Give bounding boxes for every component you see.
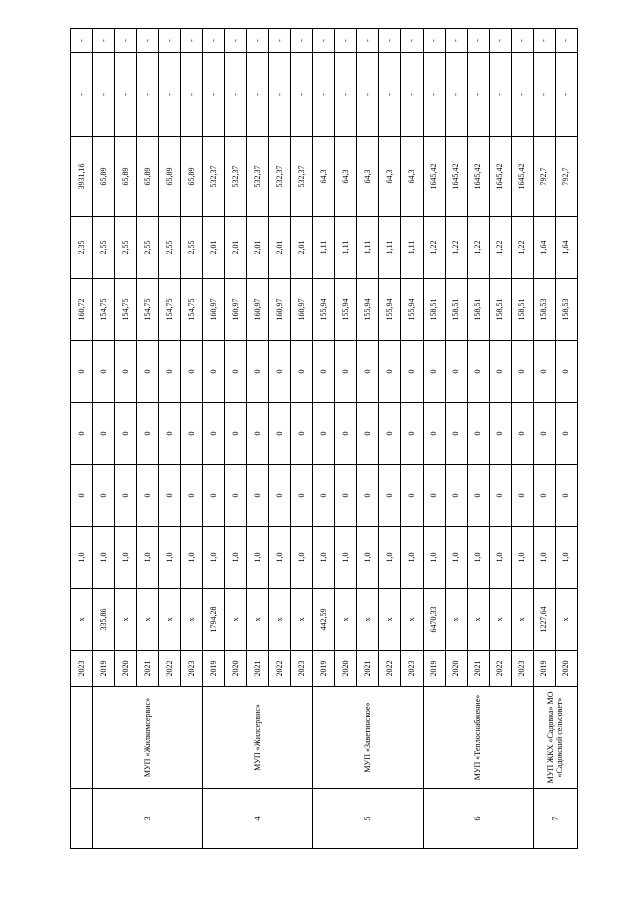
- table-cell: 0: [423, 341, 445, 403]
- table-cell: 2019: [313, 651, 335, 687]
- table-cell: 1,0: [159, 527, 181, 589]
- table-cell: 0: [225, 465, 247, 527]
- table-cell: 0: [533, 341, 555, 403]
- table-cell: x: [247, 589, 269, 651]
- table-cell: 0: [115, 403, 137, 465]
- table-cell: 1,0: [379, 527, 401, 589]
- table-cell: 64,3: [313, 137, 335, 217]
- table-cell: 155,94: [379, 279, 401, 341]
- table-cell: 0: [203, 465, 225, 527]
- table-cell: -: [313, 53, 335, 137]
- table-cell: 1,11: [401, 217, 423, 279]
- table-cell: -: [137, 29, 159, 53]
- table-cell: 1,22: [423, 217, 445, 279]
- table-cell: x: [181, 589, 203, 651]
- table-cell: -: [203, 29, 225, 53]
- table-cell: -: [335, 29, 357, 53]
- table-cell: 0: [137, 341, 159, 403]
- table-cell: 1,0: [115, 527, 137, 589]
- table-cell: 1645,42: [423, 137, 445, 217]
- organization-name-cell: МУП «Жилкомсервис»: [93, 687, 203, 789]
- table-cell: 155,94: [313, 279, 335, 341]
- table-cell: 0: [379, 341, 401, 403]
- table-cell: 0: [71, 341, 93, 403]
- table-cell: 2022: [379, 651, 401, 687]
- table-cell: -: [555, 29, 577, 53]
- table-cell: 2,55: [159, 217, 181, 279]
- table-cell: 64,3: [335, 137, 357, 217]
- table-cell: 158,51: [511, 279, 533, 341]
- table-cell: x: [225, 589, 247, 651]
- table-cell: 0: [357, 465, 379, 527]
- table-cell: -: [445, 29, 467, 53]
- table-cell: 154,75: [181, 279, 203, 341]
- table-cell: 532,37: [291, 137, 313, 217]
- organization-name-cell: МУП «Заветинское»: [313, 687, 423, 789]
- table-cell: 2021: [467, 651, 489, 687]
- table-cell: 532,37: [269, 137, 291, 217]
- table-cell: 1,0: [467, 527, 489, 589]
- tariff-table: [70, 28, 578, 849]
- table-cell: 0: [511, 341, 533, 403]
- table-cell: 2,35: [71, 217, 93, 279]
- table-cell: 65,89: [181, 137, 203, 217]
- table-cell: 2023: [401, 651, 423, 687]
- organization-name-cell: [71, 687, 93, 789]
- table-cell: 0: [203, 341, 225, 403]
- table-cell: 160,97: [225, 279, 247, 341]
- table-cell: 158,51: [423, 279, 445, 341]
- table-cell: 0: [335, 403, 357, 465]
- table-cell: 0: [181, 465, 203, 527]
- table-cell: 1,64: [533, 217, 555, 279]
- table-cell: 2022: [159, 651, 181, 687]
- table-cell: 0: [269, 465, 291, 527]
- table-cell: -: [225, 29, 247, 53]
- table-cell: -: [71, 29, 93, 53]
- table-cell: 0: [137, 465, 159, 527]
- table-cell: 2020: [225, 651, 247, 687]
- row-number-cell: 4: [203, 789, 313, 849]
- table-cell: 2021: [247, 651, 269, 687]
- table-cell: -: [445, 53, 467, 137]
- table-cell: 0: [115, 465, 137, 527]
- table-cell: 154,75: [93, 279, 115, 341]
- table-cell: 2,01: [269, 217, 291, 279]
- table-cell: -: [115, 29, 137, 53]
- table-row: [533, 29, 555, 849]
- table-cell: 0: [401, 403, 423, 465]
- table-cell: 2,55: [115, 217, 137, 279]
- table-cell: 792,7: [555, 137, 577, 217]
- table-cell: 0: [489, 465, 511, 527]
- table-cell: 0: [357, 403, 379, 465]
- table-cell: 0: [291, 341, 313, 403]
- table-cell: 0: [401, 341, 423, 403]
- table-cell: 0: [93, 465, 115, 527]
- table-cell: -: [137, 53, 159, 137]
- table-cell: 2,01: [203, 217, 225, 279]
- table-cell: 1,0: [423, 527, 445, 589]
- table-cell: -: [533, 53, 555, 137]
- table-cell: -: [159, 53, 181, 137]
- table-cell: 532,37: [203, 137, 225, 217]
- table-cell: 155,94: [401, 279, 423, 341]
- table-cell: 0: [489, 403, 511, 465]
- table-cell: 1,0: [269, 527, 291, 589]
- table-cell: 0: [247, 403, 269, 465]
- table-cell: 1,11: [379, 217, 401, 279]
- table-cell: 2019: [533, 651, 555, 687]
- table-cell: 0: [335, 341, 357, 403]
- table-cell: -: [423, 53, 445, 137]
- table-cell: -: [291, 53, 313, 137]
- table-cell: 1645,42: [445, 137, 467, 217]
- table-cell: x: [401, 589, 423, 651]
- table-cell: x: [335, 589, 357, 651]
- table-cell: -: [71, 53, 93, 137]
- table-cell: -: [291, 29, 313, 53]
- table-cell: 65,89: [159, 137, 181, 217]
- table-cell: -: [379, 29, 401, 53]
- table-cell: -: [511, 29, 533, 53]
- table-cell: 154,75: [137, 279, 159, 341]
- table-cell: 160,97: [269, 279, 291, 341]
- table-cell: 0: [291, 465, 313, 527]
- table-cell: 154,75: [159, 279, 181, 341]
- table-cell: 1,0: [291, 527, 313, 589]
- table-cell: 1,0: [93, 527, 115, 589]
- table-cell: 0: [533, 403, 555, 465]
- table-cell: x: [445, 589, 467, 651]
- table-cell: x: [379, 589, 401, 651]
- table-cell: 2022: [269, 651, 291, 687]
- table-cell: 1,0: [181, 527, 203, 589]
- table-cell: -: [555, 53, 577, 137]
- table-cell: -: [489, 29, 511, 53]
- table-cell: x: [115, 589, 137, 651]
- table-cell: 1,0: [401, 527, 423, 589]
- table-cell: 0: [357, 341, 379, 403]
- table-cell: 158,53: [555, 279, 577, 341]
- table-cell: 0: [511, 403, 533, 465]
- row-number-cell: 6: [423, 789, 533, 849]
- table-cell: 532,37: [247, 137, 269, 217]
- table-cell: x: [71, 589, 93, 651]
- table-cell: 2019: [423, 651, 445, 687]
- table-cell: 0: [137, 403, 159, 465]
- table-cell: x: [489, 589, 511, 651]
- table-cell: 158,51: [467, 279, 489, 341]
- table-cell: 792,7: [533, 137, 555, 217]
- table-cell: 2,55: [93, 217, 115, 279]
- table-cell: 0: [93, 403, 115, 465]
- table-cell: 154,75: [115, 279, 137, 341]
- table-cell: x: [291, 589, 313, 651]
- table-cell: 1,64: [555, 217, 577, 279]
- table-cell: -: [467, 53, 489, 137]
- table-cell: 160,97: [203, 279, 225, 341]
- table-cell: 2020: [445, 651, 467, 687]
- table-cell: 1,0: [445, 527, 467, 589]
- table-cell: 2,01: [247, 217, 269, 279]
- table-cell: 0: [93, 341, 115, 403]
- table-cell: 0: [313, 341, 335, 403]
- organization-name-cell: МУП «Теплоснабжение»: [423, 687, 533, 789]
- table-cell: -: [225, 53, 247, 137]
- table-cell: 2023: [71, 651, 93, 687]
- table-cell: -: [181, 53, 203, 137]
- table-cell: 0: [71, 465, 93, 527]
- table-cell: 0: [445, 465, 467, 527]
- table-cell: -: [93, 29, 115, 53]
- table-cell: 0: [555, 465, 577, 527]
- table-cell: -: [159, 29, 181, 53]
- row-number-cell: 3: [93, 789, 203, 849]
- table-cell: 0: [181, 341, 203, 403]
- table-cell: 0: [401, 465, 423, 527]
- table-cell: 1,11: [313, 217, 335, 279]
- row-number-cell: [71, 789, 93, 849]
- table-cell: 335,86: [93, 589, 115, 651]
- table-cell: 1794,28: [203, 589, 225, 651]
- table-cell: -: [511, 53, 533, 137]
- table-cell: 2023: [181, 651, 203, 687]
- table-cell: 0: [467, 465, 489, 527]
- table-cell: -: [93, 53, 115, 137]
- table-cell: 1,0: [335, 527, 357, 589]
- table-cell: 2020: [115, 651, 137, 687]
- table-cell: 1,0: [225, 527, 247, 589]
- table-cell: 1,22: [511, 217, 533, 279]
- table-cell: 2019: [93, 651, 115, 687]
- table-row: [71, 29, 93, 849]
- table-row: [313, 29, 335, 849]
- table-cell: 2023: [511, 651, 533, 687]
- table-cell: 158,51: [445, 279, 467, 341]
- organization-name-cell: МУП ЖКХ «Садовка» МО «Садовский сельсовет»: [533, 687, 577, 789]
- table-cell: 0: [379, 465, 401, 527]
- table-cell: 158,53: [533, 279, 555, 341]
- table-cell: 1,22: [489, 217, 511, 279]
- table-cell: 1,11: [357, 217, 379, 279]
- table-cell: 1,0: [247, 527, 269, 589]
- table-cell: 0: [269, 341, 291, 403]
- table-row: [93, 29, 115, 849]
- table-cell: 1,0: [71, 527, 93, 589]
- table-cell: x: [269, 589, 291, 651]
- table-cell: 1,0: [555, 527, 577, 589]
- row-number-cell: 7: [533, 789, 577, 849]
- table-cell: 0: [225, 403, 247, 465]
- table-cell: -: [533, 29, 555, 53]
- table-cell: 1,0: [489, 527, 511, 589]
- table-cell: 1645,42: [467, 137, 489, 217]
- organization-name-cell: МУП «Жилсервис»: [203, 687, 313, 789]
- table-cell: 65,89: [93, 137, 115, 217]
- table-cell: x: [555, 589, 577, 651]
- table-cell: 1,0: [357, 527, 379, 589]
- table-cell: 64,3: [357, 137, 379, 217]
- table-cell: -: [467, 29, 489, 53]
- table-cell: 1,0: [137, 527, 159, 589]
- table-cell: x: [159, 589, 181, 651]
- table-cell: 0: [159, 403, 181, 465]
- table-cell: 442,59: [313, 589, 335, 651]
- table-cell: -: [379, 53, 401, 137]
- table-cell: 3931,16: [71, 137, 93, 217]
- table-cell: 6470,33: [423, 589, 445, 651]
- table-cell: -: [269, 29, 291, 53]
- table-cell: 0: [533, 465, 555, 527]
- table-cell: 2020: [335, 651, 357, 687]
- table-cell: 0: [71, 403, 93, 465]
- table-cell: 0: [467, 403, 489, 465]
- table-cell: 0: [225, 341, 247, 403]
- table-cell: 2021: [137, 651, 159, 687]
- table-cell: 1,22: [467, 217, 489, 279]
- table-cell: 2,01: [225, 217, 247, 279]
- table-cell: 532,37: [225, 137, 247, 217]
- table-cell: 2022: [489, 651, 511, 687]
- table-cell: 0: [159, 465, 181, 527]
- table-cell: 0: [159, 341, 181, 403]
- table-cell: 160,97: [247, 279, 269, 341]
- table-cell: -: [115, 53, 137, 137]
- table-cell: -: [269, 53, 291, 137]
- table-cell: 0: [467, 341, 489, 403]
- row-number-cell: 5: [313, 789, 423, 849]
- table-row: [423, 29, 445, 849]
- table-cell: 2,01: [291, 217, 313, 279]
- table-cell: 0: [379, 403, 401, 465]
- table-cell: x: [511, 589, 533, 651]
- table-cell: 0: [247, 465, 269, 527]
- table-cell: 0: [423, 403, 445, 465]
- table-row: [203, 29, 225, 849]
- table-cell: 65,89: [137, 137, 159, 217]
- table-cell: -: [489, 53, 511, 137]
- table-cell: -: [203, 53, 225, 137]
- table-cell: -: [247, 29, 269, 53]
- table-cell: 65,89: [115, 137, 137, 217]
- table-cell: 2,55: [137, 217, 159, 279]
- table-cell: 1,0: [533, 527, 555, 589]
- table-cell: 0: [445, 341, 467, 403]
- table-cell: -: [423, 29, 445, 53]
- table-cell: 2019: [203, 651, 225, 687]
- table-cell: 0: [181, 403, 203, 465]
- table-cell: 2023: [291, 651, 313, 687]
- table-cell: 0: [247, 341, 269, 403]
- table-cell: -: [357, 53, 379, 137]
- table-cell: 1,22: [445, 217, 467, 279]
- table-cell: 0: [423, 465, 445, 527]
- table-cell: 158,51: [489, 279, 511, 341]
- table-cell: 1,0: [203, 527, 225, 589]
- table-cell: 2,55: [181, 217, 203, 279]
- table-cell: 155,94: [335, 279, 357, 341]
- table-cell: 0: [291, 403, 313, 465]
- table-cell: 1,0: [313, 527, 335, 589]
- table-cell: 0: [445, 403, 467, 465]
- table-cell: 1645,42: [489, 137, 511, 217]
- table-cell: -: [181, 29, 203, 53]
- table-cell: 1645,42: [511, 137, 533, 217]
- table-cell: -: [401, 29, 423, 53]
- table-cell: 0: [489, 341, 511, 403]
- table-cell: x: [467, 589, 489, 651]
- table-cell: -: [357, 29, 379, 53]
- table-cell: 160,72: [71, 279, 93, 341]
- table-cell: 2021: [357, 651, 379, 687]
- table-cell: 1227,64: [533, 589, 555, 651]
- table-cell: x: [137, 589, 159, 651]
- table-cell: 0: [555, 403, 577, 465]
- table-cell: 155,94: [357, 279, 379, 341]
- table-cell: 0: [115, 341, 137, 403]
- table-cell: 64,3: [401, 137, 423, 217]
- table-cell: 0: [335, 465, 357, 527]
- table-cell: -: [401, 53, 423, 137]
- table-cell: 1,0: [511, 527, 533, 589]
- table-cell: 0: [203, 403, 225, 465]
- table-cell: 0: [313, 465, 335, 527]
- table-cell: 1,11: [335, 217, 357, 279]
- table-cell: -: [313, 29, 335, 53]
- rotated-table-container: [70, 29, 578, 849]
- table-cell: x: [357, 589, 379, 651]
- table-cell: 64,3: [379, 137, 401, 217]
- table-cell: -: [247, 53, 269, 137]
- table-cell: 0: [555, 341, 577, 403]
- table-cell: -: [335, 53, 357, 137]
- table-cell: 2020: [555, 651, 577, 687]
- table-cell: 160,97: [291, 279, 313, 341]
- table-cell: 0: [313, 403, 335, 465]
- table-cell: 0: [511, 465, 533, 527]
- table-cell: 0: [269, 403, 291, 465]
